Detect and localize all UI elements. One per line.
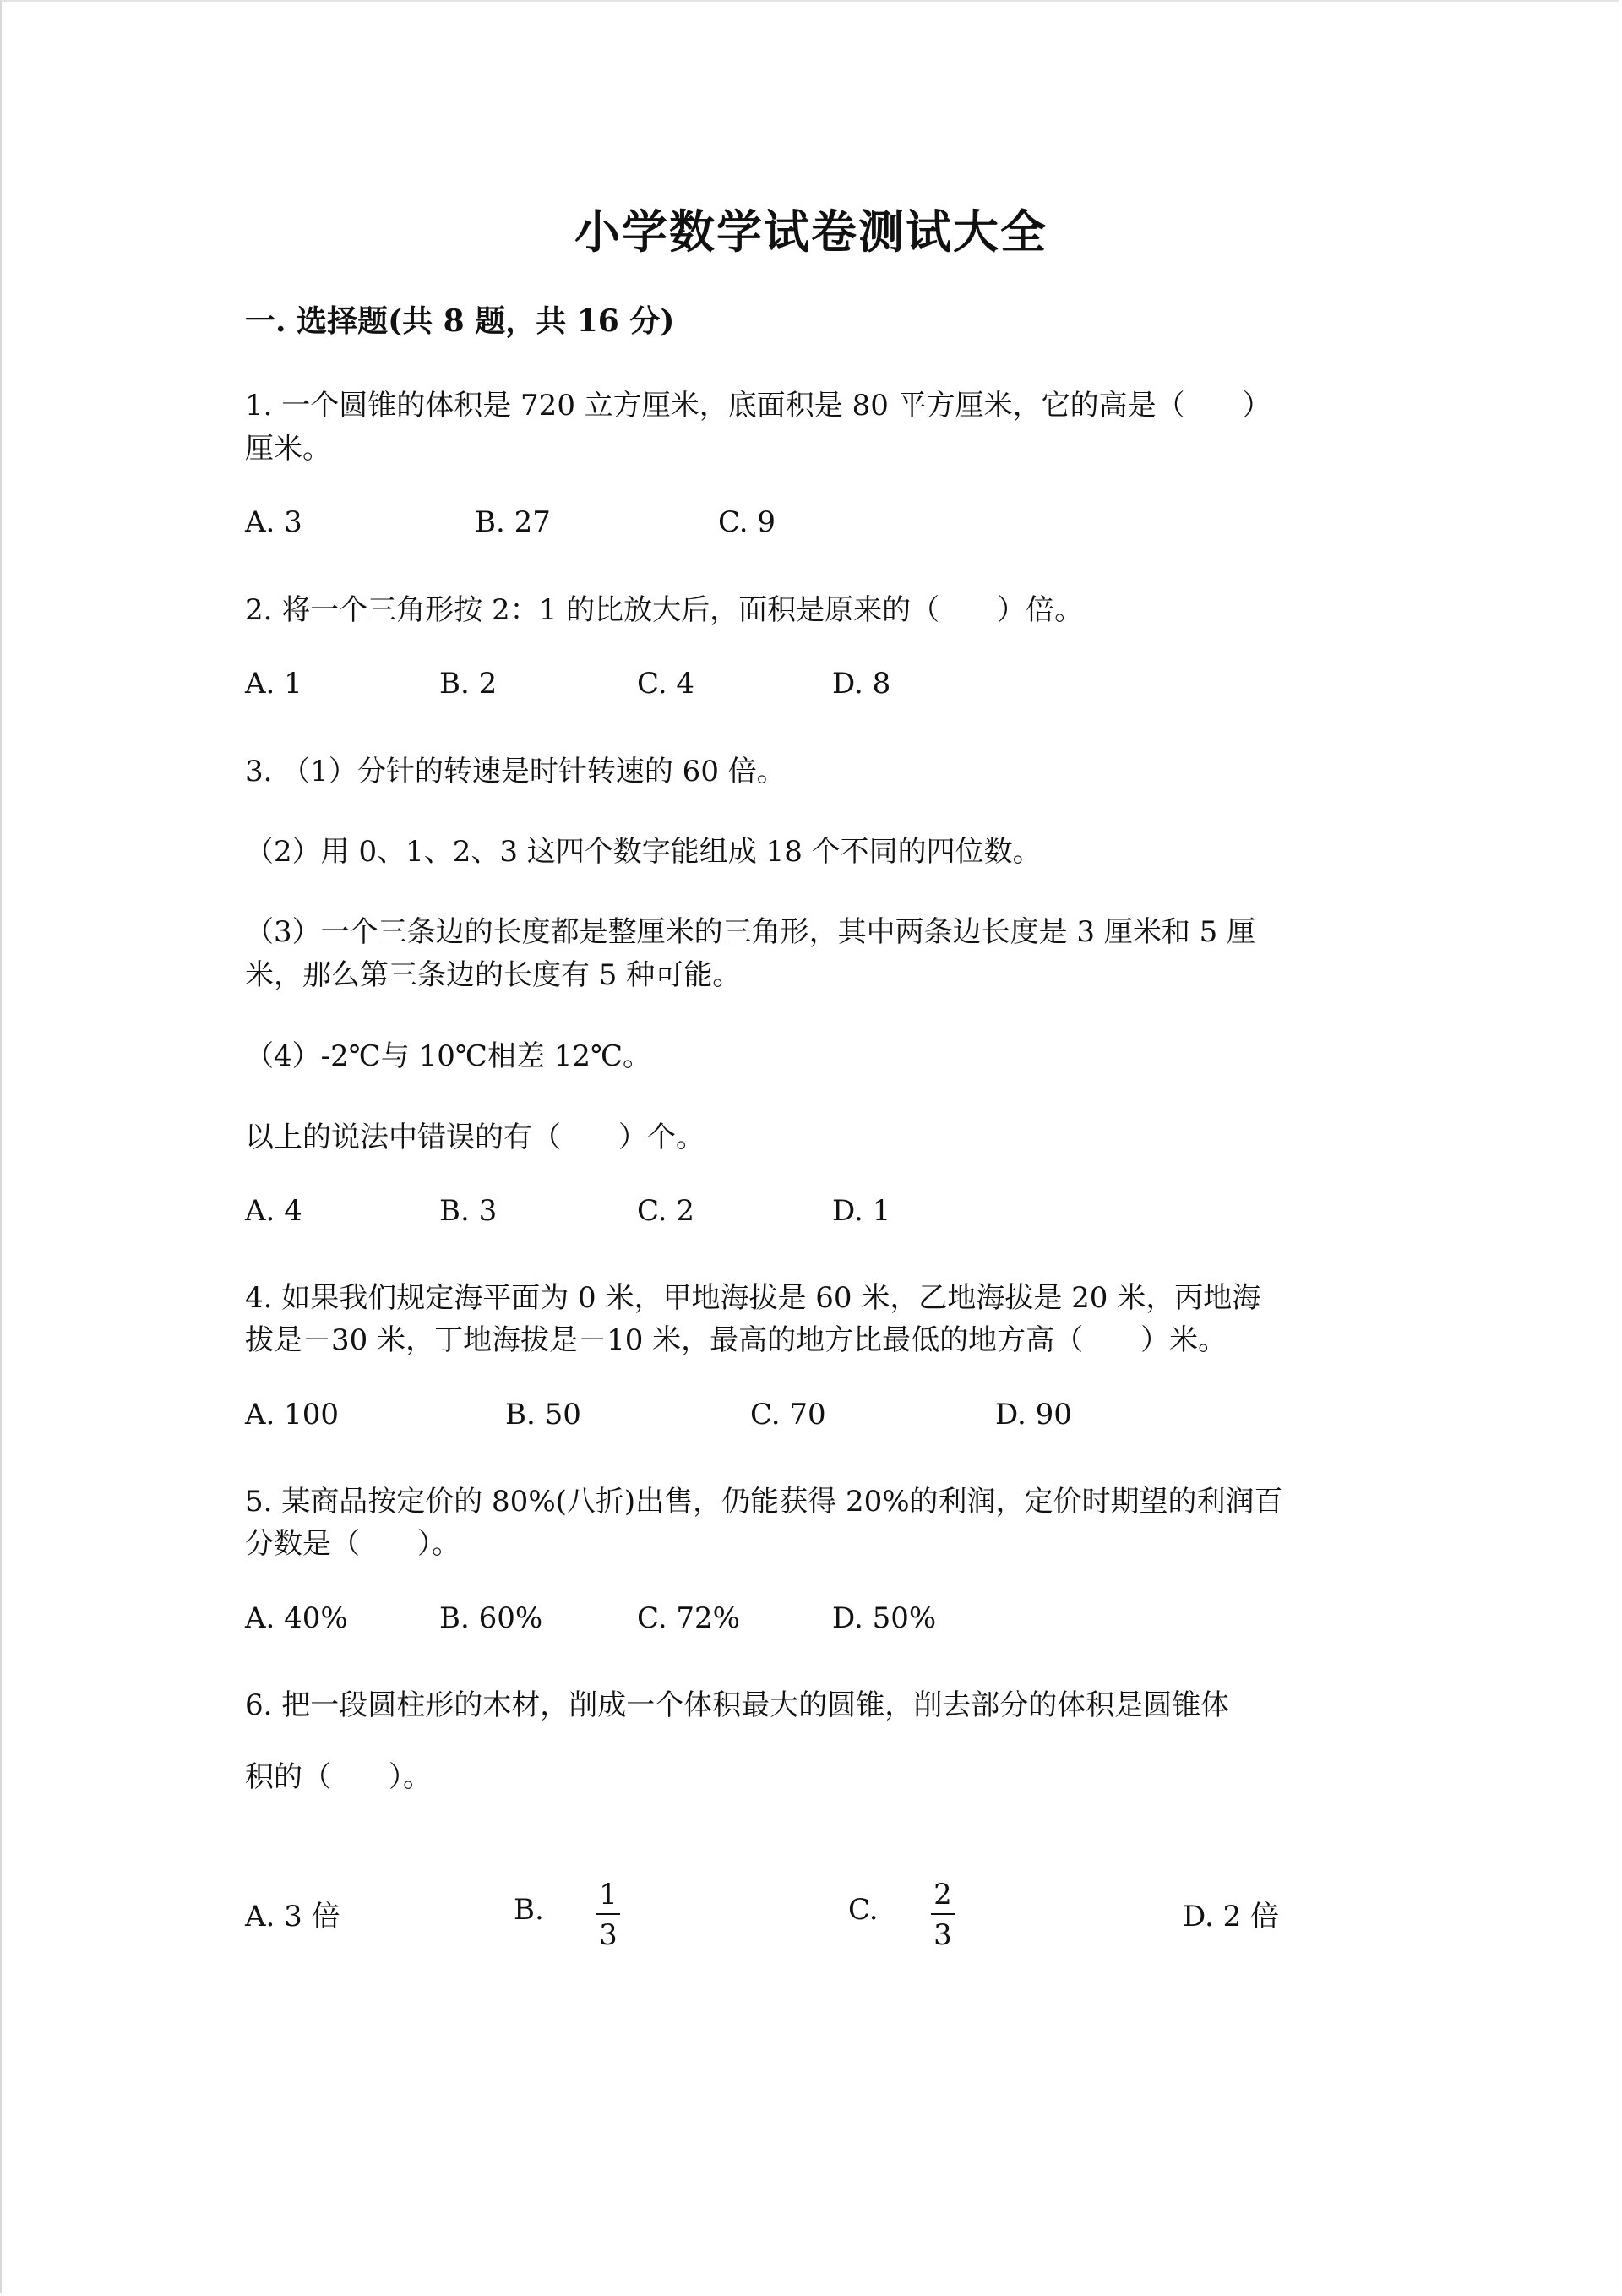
- q5-line2: 分数是（ ）。: [245, 1527, 460, 1561]
- section-heading: 一. 选择题(共 8 题，共 16 分): [245, 303, 675, 339]
- q6-line2: 积的（ ）。: [245, 1760, 432, 1794]
- q4-option-b: B. 50: [505, 1398, 581, 1432]
- q6-option-b-numerator: 1: [599, 1878, 618, 1912]
- q1-option-b: B. 27: [475, 505, 551, 539]
- q6-option-c-label: C.: [848, 1893, 879, 1927]
- q3-option-b: B. 3: [439, 1194, 498, 1228]
- q4-line2: 拔是－30 米，丁地海拔是－10 米，最高的地方比最低的地方高（ ）米。: [245, 1323, 1227, 1357]
- q6-option-b-label: B.: [514, 1893, 544, 1927]
- q6-option-d: D. 2 倍: [1183, 1900, 1280, 1933]
- q5-option-c: C. 72%: [637, 1601, 740, 1635]
- q3-option-a: A. 4: [245, 1194, 302, 1228]
- q6-option-b-denominator: 3: [599, 1918, 618, 1952]
- fraction-bar: [931, 1913, 955, 1915]
- q3-question: 以上的说法中错误的有（ ）个。: [245, 1121, 705, 1154]
- q1-line2: 厘米。: [245, 432, 331, 466]
- q1-line1: 1. 一个圆锥的体积是 720 立方厘米，底面积是 80 平方厘米，它的高是（ ）: [245, 389, 1271, 423]
- q2-line1: 2. 将一个三角形按 2：1 的比放大后，面积是原来的（ ）倍。: [245, 593, 1084, 627]
- q6-option-b-fraction: [591, 1878, 625, 1952]
- q5-option-d: D. 50%: [832, 1601, 937, 1635]
- q6-option-c-numerator: 2: [933, 1878, 952, 1912]
- q4-option-d: D. 90: [995, 1398, 1072, 1432]
- q2-option-a: A. 1: [245, 667, 302, 701]
- q3-statement-3b: 米，那么第三条边的长度有 5 种可能。: [245, 958, 742, 992]
- q4-option-c: C. 70: [750, 1398, 826, 1432]
- page-title: 小学数学试卷测试大全: [574, 205, 1048, 259]
- q2-option-d: D. 8: [832, 667, 891, 701]
- q3-statement-4: （4）-2℃与 10℃相差 12℃。: [245, 1039, 651, 1073]
- q5-option-a: A. 40%: [245, 1601, 348, 1635]
- fraction-bar: [596, 1913, 620, 1915]
- q2-option-b: B. 2: [439, 667, 498, 701]
- q6-option-a: A. 3 倍: [245, 1900, 340, 1933]
- q1-option-a: A. 3: [245, 505, 302, 539]
- q2-option-c: C. 4: [637, 667, 695, 701]
- q4-option-a: A. 100: [245, 1398, 340, 1432]
- q5-option-b: B. 60%: [439, 1601, 543, 1635]
- q3-option-c: C. 2: [637, 1194, 695, 1228]
- q3-option-d: D. 1: [832, 1194, 891, 1228]
- q3-statement-3a: （3）一个三条边的长度都是整厘米的三角形，其中两条边长度是 3 厘米和 5 厘: [245, 915, 1256, 949]
- q6-line1: 6. 把一段圆柱形的木材，削成一个体积最大的圆锥，削去部分的体积是圆锥体: [245, 1688, 1230, 1722]
- q1-option-c: C. 9: [718, 505, 776, 539]
- q6-option-c-fraction: [926, 1878, 960, 1952]
- q3-statement-1: 3. （1）分针的转速是时针转速的 60 倍。: [245, 755, 786, 788]
- q6-option-c-denominator: 3: [933, 1918, 952, 1952]
- q4-line1: 4. 如果我们规定海平面为 0 米，甲地海拔是 60 米，乙地海拔是 20 米，丙地海: [245, 1281, 1261, 1315]
- q5-line1: 5. 某商品按定价的 80%(八折)出售，仍能获得 20%的利润，定价时期望的利润百: [245, 1485, 1283, 1519]
- q3-statement-2: （2）用 0、1、2、3 这四个数字能组成 18 个不同的四位数。: [245, 835, 1042, 869]
